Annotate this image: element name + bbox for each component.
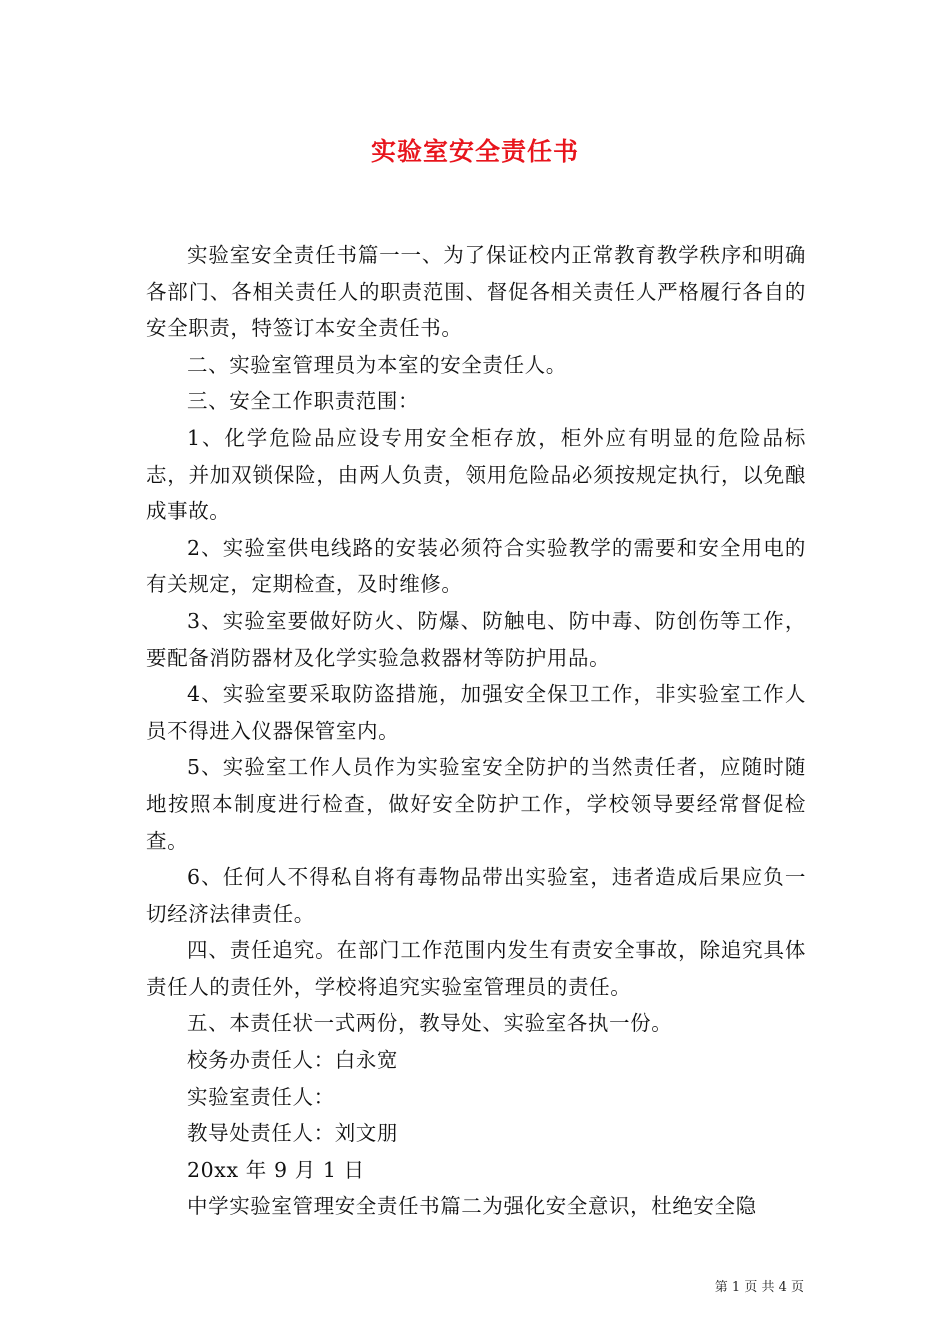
paragraph-intro: 实验室安全责任书篇一一、为了保证校内正常教育教学秩序和明确各部门、各相关责任人的职责范围、督促各相关责任人严格履行各自的安全职责，特签订本安全责任书。 [146, 243, 806, 341]
signatory-teaching-office: 教导处责任人：刘文朋 [187, 1121, 398, 1146]
paragraph-item-1: 1、化学危险品应设专用安全柜存放，柜外应有明显的危险品标志，并加双锁保险，由两人负责，领用危险品必须按规定执行，以免酿成事故。 [146, 425, 806, 524]
document-title: 实验室安全责任书 [370, 137, 579, 166]
document-body [146, 237, 806, 1225]
paragraph-item-6: 6、任何人不得私自将有毒物品带出实验室，违者造成后果应负一切经济法律责任。 [146, 865, 806, 926]
signatory-school-office: 校务办责任人：白永宽 [187, 1048, 398, 1073]
paragraph-item-5: 5、实验室工作人员作为实验室安全防护的当然责任者，应随时随地按照本制度进行检查，做好安全防护工作，学校领导要经常督促检查。 [146, 755, 806, 853]
paragraph-item-4: 4、实验室要采取防盗措施，加强安全保卫工作，非实验室工作人员不得进入仪器保管室内。 [146, 682, 806, 743]
page-number: 第 1 页 共 4 页 [714, 1280, 804, 1295]
paragraph-item-3: 3、实验室要做好防火、防爆、防触电、防中毒、防创伤等工作，要配备消防器材及化学实验急救器材等防护用品。 [146, 608, 806, 670]
paragraph-section-4: 四、责任追究。在部门工作范围内发生有责安全事故，除追究具体责任人的责任外，学校将追究实验室管理员的责任。 [146, 938, 806, 999]
signatory-lab: 实验室责任人： [187, 1084, 335, 1109]
paragraph-section-3: 三、安全工作职责范围： [187, 389, 420, 414]
paragraph-item-2: 2、实验室供电线路的安装必须符合实验教学的需要和安全用电的有关规定，定期检查，及时维修。 [146, 535, 806, 597]
paragraph-section-2: 二、实验室管理员为本室的安全责任人。 [187, 352, 567, 377]
paragraph-part-2-intro: 中学实验室管理安全责任书篇二为强化安全意识，杜绝安全隐 [187, 1194, 757, 1219]
paragraph-section-5: 五、本责任状一式两份，教导处、实验室各执一份。 [187, 1011, 673, 1036]
document-date: 20xx 年 9 月 1 日 [187, 1157, 365, 1182]
